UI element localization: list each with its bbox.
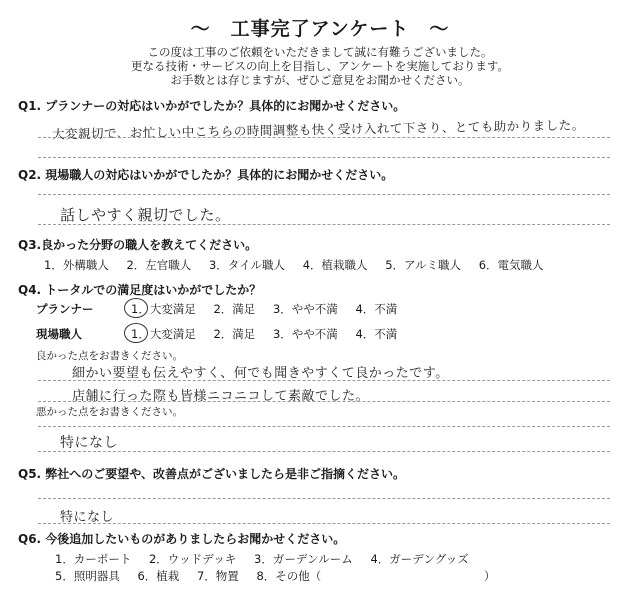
q6-options-row-2	[55, 568, 335, 584]
q6-option-7[interactable]: 7．物置	[196, 569, 239, 583]
q4-craftsman-option-2[interactable]: 2．満足	[213, 327, 256, 341]
q3-option-4[interactable]: 4．植栽職人	[302, 258, 368, 272]
q2-answer-line-2	[38, 224, 610, 225]
q6-option-4[interactable]: 4．ガーデングッズ	[370, 552, 469, 566]
q6-option-1[interactable]: 1．カーポート	[55, 552, 132, 566]
q2-answer: 話しやすく親切でした。	[60, 206, 231, 224]
q4-good-answer-1: 細かい要望も伝えやすく、何でも聞きやすくて良かったです。	[72, 366, 449, 381]
q3-question: Q3.良かった分野の職人を教えてください。	[18, 238, 258, 252]
q3-option-6[interactable]: 6．電気職人	[478, 258, 544, 272]
q4-question: Q4. トータルでの満足度はいかがでしたか？	[18, 283, 262, 297]
q4-planner-options	[131, 301, 411, 317]
q5-answer: 特になし	[60, 510, 115, 525]
q3-option-2[interactable]: 2．左官職人	[126, 258, 192, 272]
q3-option-1[interactable]: 1．外構職人	[44, 258, 109, 272]
q4-planner-option-4[interactable]: 4．不満	[355, 302, 398, 316]
q4-bad-line-2	[38, 451, 610, 452]
q1-answer: 大変親切で、お忙しい中こちらの時間調整も快く受け入れて下さり、とても助かりました。	[51, 117, 585, 142]
intro-line-3: お手数とは存じますが、ぜひご意見をお聞かせください。	[170, 73, 470, 87]
q6-option-3[interactable]: 3．ガーデンルーム	[254, 552, 353, 566]
q4-planner-option-2[interactable]: 2．満足	[213, 302, 256, 316]
q5-answer-line-1	[38, 498, 610, 499]
q2-answer-line-1	[38, 194, 610, 195]
q2-question: Q2. 現場職人の対応はいかがでしたか？具体的にお聞かせください。	[18, 168, 394, 182]
q6-option-5[interactable]: 5．照明器具	[55, 569, 120, 583]
q6-option-6[interactable]: 6．植栽	[137, 569, 180, 583]
q4-good-answer-2: 店舗に行った際も皆様ニコニコして素敵でした。	[72, 389, 370, 404]
intro-line-1: この度は工事のご依頼をいただきまして誠に有難うございました。	[147, 45, 493, 59]
q4-bad-prompt: 悪かった点をお書きください。	[36, 406, 183, 418]
q4-planner-option-3[interactable]: 3．やや不満	[272, 302, 338, 316]
q6-option-2[interactable]: 2．ウッドデッキ	[148, 552, 237, 566]
q4-good-line-2	[38, 401, 610, 402]
q1-answer-line-2	[38, 157, 610, 158]
intro-line-2: 更なる技術・サービスの向上を目指し、アンケートを実施しております。	[131, 59, 509, 73]
q6-option-8[interactable]: 8．その他（	[256, 569, 322, 583]
q1-answer-line-1	[38, 137, 610, 138]
q4-planner-option-1[interactable]: 1．大変満足	[131, 302, 196, 316]
q4-craftsman-label: 現場職人	[36, 327, 82, 341]
q6-question: Q6. 今後追加したいものがありましたらお聞かせください。	[18, 532, 346, 546]
q1-question: Q1. プランナーの対応はいかがでしたか？具体的にお聞かせください。	[18, 99, 406, 113]
q4-good-prompt: 良かった点をお書きください。	[36, 350, 183, 362]
q4-craftsman-option-3[interactable]: 3．やや不満	[272, 327, 338, 341]
q3-options	[44, 257, 558, 273]
q5-question: Q5. 弊社へのご要望や、改善点がございましたら是非ご指摘ください。	[18, 467, 406, 481]
q4-bad-line-1	[38, 426, 610, 427]
q4-bad-answer: 特になし	[60, 435, 118, 451]
q4-craftsman-options	[131, 326, 411, 342]
survey-title: 〜 工事完了アンケート 〜	[190, 18, 450, 40]
q6-other-close-paren: ）	[484, 569, 496, 583]
q5-answer-line-2	[38, 523, 610, 524]
q3-option-3[interactable]: 3．タイル職人	[208, 258, 286, 272]
q4-good-line-1	[38, 380, 610, 381]
q4-craftsman-option-1[interactable]: 1．大変満足	[131, 327, 196, 341]
q6-options-row-1	[55, 551, 483, 567]
q4-craftsman-option-4[interactable]: 4．不満	[355, 327, 398, 341]
q3-option-5[interactable]: 5．アルミ職人	[385, 258, 462, 272]
q4-planner-label: プランナー	[36, 302, 94, 316]
